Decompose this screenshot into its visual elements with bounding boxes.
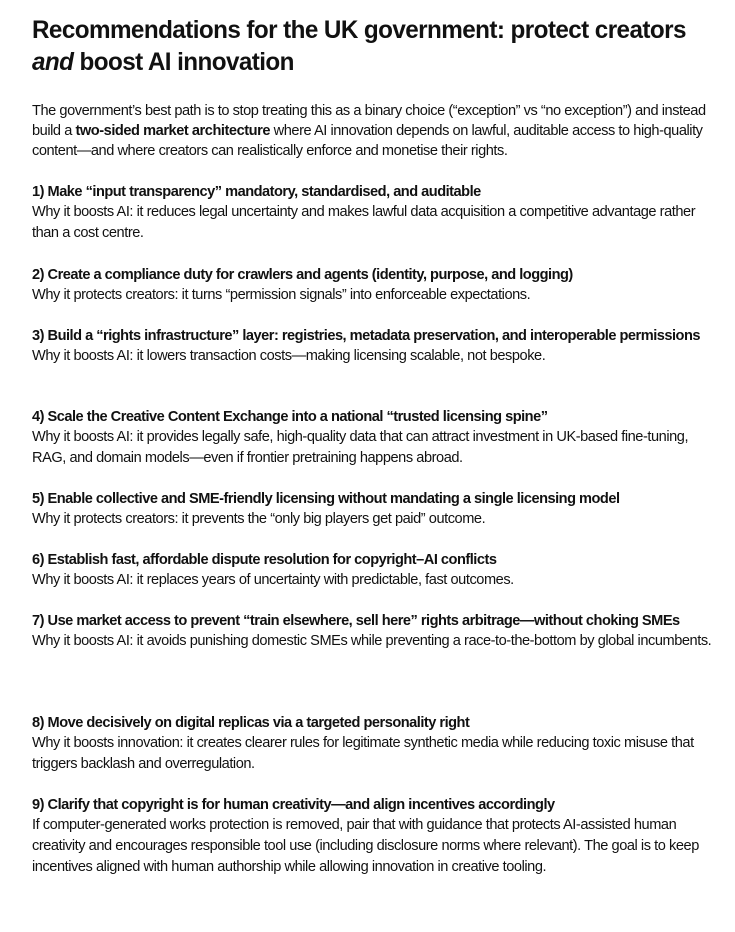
recommendation-heading: 7) Use market access to prevent “train elsewhere, sell here” rights arbitrage—without choking SMEs: [32, 613, 680, 629]
recommendation-body: Why it boosts AI: it avoids punishing domestic SMEs while preventing a race-to-the-bottom by global incumbents.: [32, 633, 712, 650]
recommendation-5: [32, 489, 722, 530]
recommendation-heading: 1) Make “input transparency” mandatory, standardised, and auditable: [32, 184, 481, 200]
recommendation-1: [32, 182, 722, 244]
recommendation-body: Why it protects creators: it turns “permission signals” into enforceable expectations.: [32, 287, 531, 304]
recommendation-body: If computer-generated works protection is removed, pair that with guidance that protects AI-assisted human creativity and encourages responsible tool use (including disclosure norms where relevant). The goal is to keep incentives aligned with human authorship while allowing innovation in creative tooling.: [32, 817, 699, 875]
recommendation-heading: 6) Establish fast, affordable dispute resolution for copyright–AI conflicts: [32, 552, 497, 568]
recommendation-heading: 3) Build a “rights infrastructure” layer: registries, metadata preservation, and interoperable permissions: [32, 328, 700, 344]
recommendation-8: [32, 713, 722, 775]
recommendation-6: [32, 550, 722, 591]
title-text-part2: boost AI innovation: [73, 48, 294, 76]
document-title: [32, 14, 692, 78]
recommendation-body: Why it boosts AI: it replaces years of uncertainty with predictable, fast outcomes.: [32, 572, 514, 589]
title-emphasis: and: [32, 48, 74, 76]
intro-text-part2: where AI innovation depends on lawful, auditable access to high-quality content—and where creators can realistically enforce and monetise their rights.: [32, 123, 703, 160]
recommendation-body: Why it boosts AI: it provides legally safe, high-quality data that can attract investment in UK-based fine-tuning, RAG, and domain models—even if frontier pretraining happens abroad.: [32, 429, 689, 466]
intro-text-part1: The government’s best path is to stop treating this as a binary choice (“exception” vs “no exception”) and instead build a: [32, 103, 706, 140]
recommendation-body: Why it boosts innovation: it creates clearer rules for legitimate synthetic media while reducing toxic misuse that triggers backlash and overregulation.: [32, 735, 694, 772]
intro-paragraph: [32, 101, 722, 162]
intro-bold-phrase: two-sided market architecture: [75, 123, 271, 140]
recommendation-7: [32, 611, 722, 652]
recommendation-heading: 2) Create a compliance duty for crawlers and agents (identity, purpose, and logging): [32, 267, 573, 283]
recommendation-2: [32, 265, 722, 306]
recommendation-4: [32, 407, 722, 469]
recommendation-heading: 8) Move decisively on digital replicas via a targeted personality right: [32, 715, 470, 731]
recommendation-body: Why it protects creators: it prevents the “only big players get paid” outcome.: [32, 511, 486, 528]
recommendation-heading: 4) Scale the Creative Content Exchange into a national “trusted licensing spine”: [32, 409, 548, 425]
recommendation-body: Why it boosts AI: it lowers transaction costs—making licensing scalable, not bespoke.: [32, 348, 546, 365]
recommendation-heading: 5) Enable collective and SME-friendly licensing without mandating a single licensing model: [32, 491, 620, 507]
recommendation-9: [32, 795, 722, 878]
title-text-part1: Recommendations for the UK government: protect creators: [32, 16, 686, 44]
recommendation-body: Why it boosts AI: it reduces legal uncertainty and makes lawful data acquisition a competitive advantage rather than a cost centre.: [32, 204, 696, 241]
recommendation-heading: 9) Clarify that copyright is for human creativity—and align incentives accordingly: [32, 797, 555, 813]
recommendation-3: [32, 326, 722, 367]
